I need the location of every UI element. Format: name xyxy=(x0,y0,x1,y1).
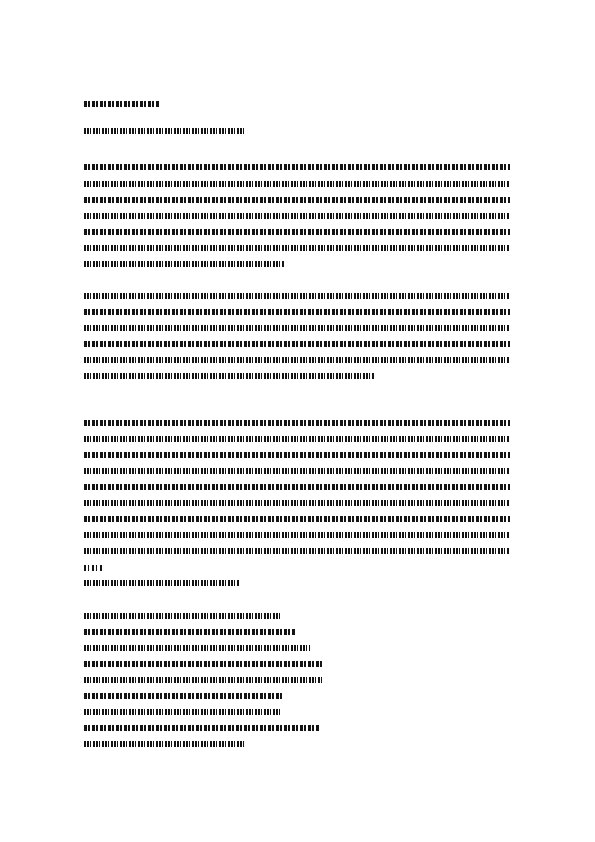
paragraph-line xyxy=(84,420,510,426)
document-title xyxy=(84,128,244,134)
paragraph-line xyxy=(84,261,284,267)
paragraph-line xyxy=(84,325,510,331)
list-item xyxy=(84,725,320,731)
paragraph-line xyxy=(84,452,510,458)
paragraph-line xyxy=(84,436,510,442)
paragraph-line xyxy=(84,213,510,219)
list-item xyxy=(84,709,280,715)
section-heading xyxy=(84,580,240,586)
paragraph-line xyxy=(84,341,510,347)
list-item xyxy=(84,629,296,635)
list-item xyxy=(84,613,280,619)
paragraph-line xyxy=(84,516,510,522)
document-header xyxy=(84,101,159,107)
paragraph-line xyxy=(84,164,510,170)
paragraph-line xyxy=(84,357,510,363)
list-item xyxy=(84,677,322,683)
paragraph-line xyxy=(84,548,510,554)
list-item xyxy=(84,741,246,747)
paragraph-line xyxy=(84,532,510,538)
paragraph-line xyxy=(84,373,374,379)
paragraph-line xyxy=(84,229,510,235)
paragraph-line xyxy=(84,484,510,490)
paragraph-line xyxy=(84,245,510,251)
list-item xyxy=(84,661,324,667)
paragraph-line xyxy=(84,565,102,571)
list-item xyxy=(84,693,284,699)
paragraph-line xyxy=(84,293,510,299)
paragraph-line xyxy=(84,500,510,506)
paragraph-line xyxy=(84,197,510,203)
paragraph-line xyxy=(84,309,510,315)
paragraph-line xyxy=(84,181,510,187)
list-item xyxy=(84,645,310,651)
paragraph-line xyxy=(84,468,510,474)
